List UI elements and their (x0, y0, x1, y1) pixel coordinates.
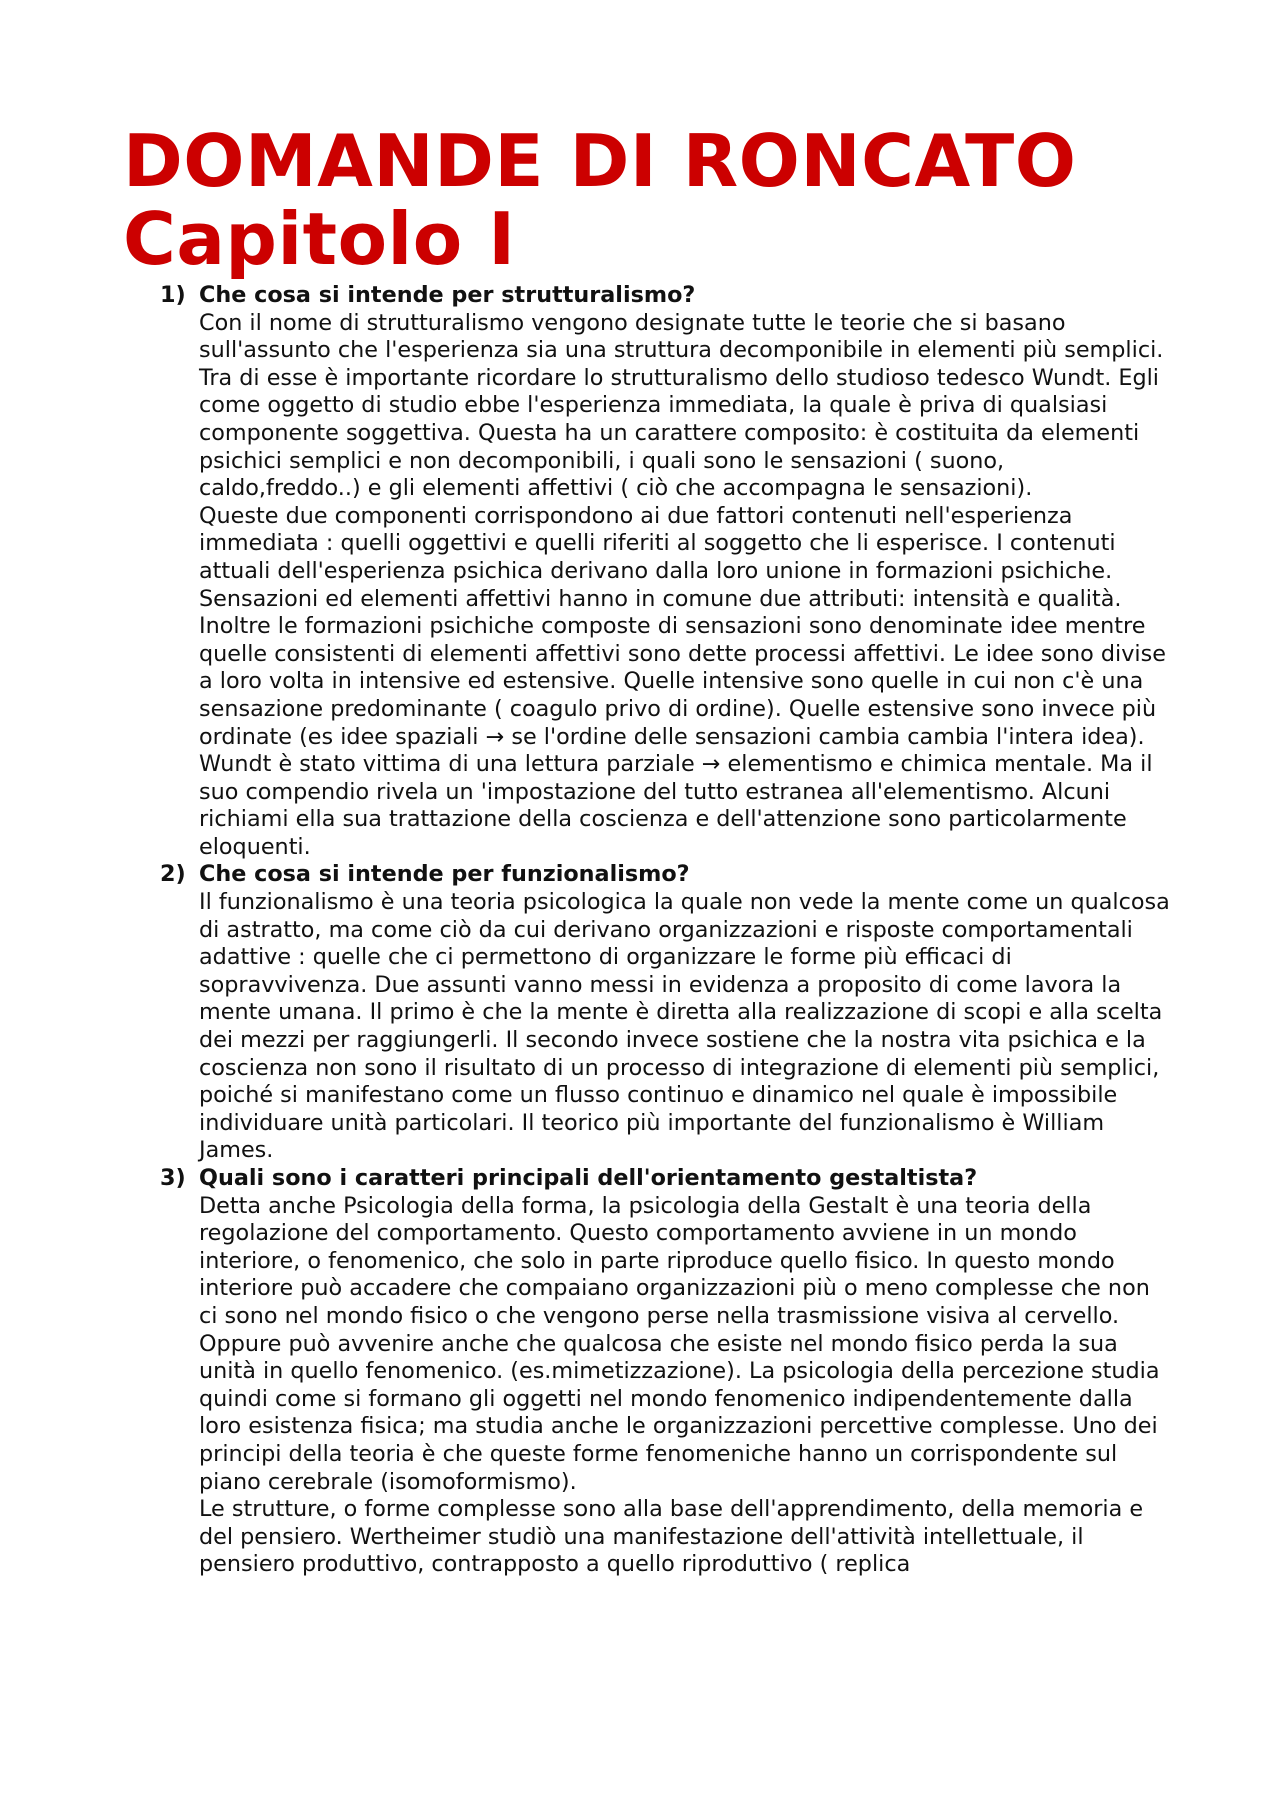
answer-paragraph: Il funzionalismo è una teoria psicologica la quale non vede la mente come un qualcosa di astratto, ma come ciò da cui derivano organizzazioni e risposte comportamentali adattive : quelle che ci permettono di organizzare le forme più efficaci di sopravvivenza. Due assunti vanno messi in evidenza a proposito di come lavora la mente umana. Il primo è che la mente è diretta alla realizzazione di scopi e alla scelta dei mezzi per raggiungerli. Il secondo invece sostiene che la nostra vita psichica e la coscienza non sono il risultato di un processo di integrazione di elementi più semplici, poiché si manifestano come un flusso continuo e dinamico nel quale è impossibile individuare unità particolari. Il teorico più importante del funzionalismo è William James. (199, 889, 1170, 1164)
question-item-3 (160, 1165, 1170, 1579)
question-item-1 (160, 282, 1170, 861)
answer-paragraph: Con il nome di strutturalismo vengono designate tutte le teorie che si basano sull'assunto che l'esperienza sia una struttura decomponibile in elementi più semplici. Tra di esse è importante ricordare lo strutturalismo dello studioso tedesco Wundt. Egli come oggetto di studio ebbe l'esperienza immediata, la quale è priva di qualsiasi componente soggettiva. Questa ha un carattere composito: è costituita da elementi psichici semplici e non decomponibili, i quali sono le sensazioni ( suono, caldo,freddo..) e gli elementi affettivi ( ciò che accompagna le sensazioni). (199, 309, 1164, 502)
answer-paragraph: Queste due componenti corrispondono ai due fattori contenuti nell'esperienza immediata : quelli oggettivi e quelli riferiti al soggetto che li esperisce. I contenuti attuali dell'esperienza psichica derivano dalla loro unione in formazioni psichiche. Sensazioni ed elementi affettivi hanno in comune due attributi: intensità e qualità. Inoltre le formazioni psichiche composte di sensazioni sono denominate idee mentre quelle consistenti di elementi affettivi sono dette processi affettivi. Le idee sono divise a loro volta in intensive ed estensive. Quelle intensive sono quelle in cui non c'è una sensazione predominante ( coagulo privo di ordine). Quelle estensive sono invece più ordinate (es idee spaziali → se l'ordine delle sensazioni cambia cambia l'intera idea). (199, 502, 1166, 750)
question-item-2 (160, 861, 1170, 1165)
question-title: Che cosa si intende per funzionalismo? (199, 861, 690, 888)
question-list (160, 282, 1170, 1579)
answer-paragraph: Le strutture, o forme complesse sono alla base dell'apprendimento, della memoria e del pensiero. Wertheimer studiò una manifestazione dell'attività intellettuale, il pensiero produttivo, contrapposto a quello riproduttivo ( replica (199, 1496, 1144, 1578)
question-title: Che cosa si intende per strutturalismo? (199, 282, 696, 308)
question-number: 2) (160, 861, 186, 888)
answer-paragraph: Detta anche Psicologia della forma, la psicologia della Gestalt è una teoria della regolazione del comportamento. Questo comportamento avviene in un mondo interiore, o fenomenico, che solo in parte riproduce quello fisico. In questo mondo interiore può accadere che compaiano organizzazioni più o meno complesse che non ci sono nel mondo fisico o che vengono perse nella trasmissione visiva al cervello. Oppure può avvenire anche che qualcosa che esiste nel mondo fisico perda la sua unità in quello fenomenico. (es.mimetizzazione). La psicologia della percezione studia quindi come si formano gli oggetti nel mondo fenomenico indipendentemente dalla loro esistenza fisica; ma studia anche le organizzazioni percettive complesse. Uno dei principi della teoria è che queste forme fenomeniche hanno un corrispondente sul piano cerebrale (isomoformismo). (199, 1192, 1160, 1495)
title-line-chapter: Capitolo I (123, 197, 516, 281)
answer-paragraph: Wundt è stato vittima di una lettura parziale → elementismo e chimica mentale. Ma il suo compendio rivela un 'impostazione del tutto estranea all'elementismo. Alcuni richiami ella sua trattazione della coscienza e dell'attenzione sono particolarmente eloquenti. (199, 751, 1153, 860)
page-title (123, 119, 1077, 281)
question-title: Quali sono i caratteri principali dell'orientamento gestaltista? (199, 1165, 978, 1191)
question-number: 3) (160, 1165, 186, 1191)
question-number: 1) (160, 282, 186, 308)
title-line-main: DOMANDE DI RONCATO (123, 119, 1077, 203)
